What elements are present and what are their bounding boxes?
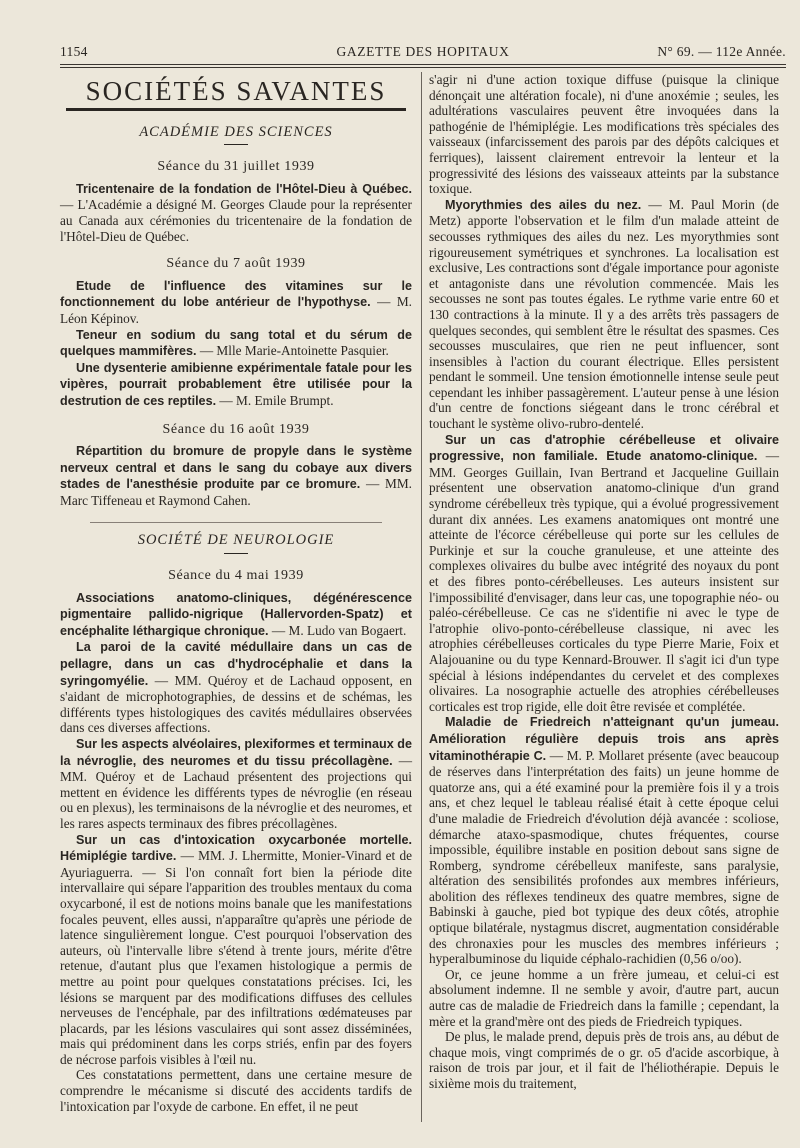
article-text: — M. P. Mollaret présente (avec beaucoup de réserves dans l'interprétation des faits) un jeune homme de quatorze ans, qui a été examiné pour la première fois il y a trois ans, et chez lequel le tableau réalisé était à cette époque celui d'une maladie de Friedreich d'évolution déjà avancée : scoliose, démarche ataxo-spasmodique, chutes fréquentes, course impossible, équilibre instable en position debout sans signe de Romberg, syndrome cérébelleux manifeste, sans paralysie, altération des sensibilités profondes aux membres inférieurs, abolition des réflexes tendineux des quatre membres, signe de Babinski à gauche, pied bot typique des deux côtés, atrophie optique bilatérale, nystagmus discret, augmentation considérable des chronaxies pour les muscles des membres inférieurs ; hyperalbuminose du liquide céphalo-rachidien (0,56 o/oo). [429,747,780,967]
main-title: SOCIÉTÉS SAVANTES [85,76,387,106]
paragraph: De plus, le malade prend, depuis près de trois ans, au début de chaque mois, vingt comprimés de o gr. o5 d'acide ascorbique, à raison de trois par jour, et il fait de l'héliothérapie. Depuis le sixième mois du traitement, [429,1029,779,1091]
seance-heading: Séance du 16 août 1939 [162,421,310,437]
article [60,327,412,360]
article-text: — Mlle Marie-Antoinette Pasquier. [199,343,389,359]
article-title: Sur un cas d'intoxication oxycarbonée mortelle. Hémiplégie tardive. [60,832,412,864]
article-text: — M. Ludo van Bogaert. [271,622,407,638]
article-text: — MM. Quéroy et de Lachaud présentent des projections qui mettent en évidence les différents types de névroglie (en réseau ou en plexus), les terminaisons de la névroglie et des neuromes, et les rares aspects terminaux des fibres précollagènes. [60,752,412,831]
article-continuation: Ces constatations permettent, dans une certaine mesure de comprendre le mécanisme si discuté des accidents tardifs de l'intoxication par l'oxyde de carbone. En effet, il ne peut [60,1067,412,1114]
section-dash [224,144,248,145]
article-text: — M. Emile Brumpt. [219,392,334,408]
article-text: — MM. J. Lhermitte, Monier-Vinard et de Ayuriaguerra. — Si l'on connaît fort bien la période dite intervallaire qui sépare l'apparition des troubles mentaux du coma oxycarboné, il est de notions moins banale que les manifestations focales peuvent, elles aussi, n'apparaître qu'après une période de latence singulièrement longue. C'est pourquoi l'observation des auteurs, où l'intervalle libre s'étend à trente jours, mérite d'être retenue, d'autant plus que l'examen histologique a permis de mettre au point pour quelques constatations précises. Ici, les lésions se marquent par des modifications diffuses des cellules nerveuses de l'encéphale, par des infiltrations œdémateuses par placards, par les lésions vasculaires qui sont assez disséminées, mais qui prédominent dans les corps striés, enfin par des foyers de nécrose parfois visibles à l'œil nu. [60,848,413,1067]
article-title: Sur les aspects alvéolaires, plexiformes et terminaux de la névroglie, des neuromes et du tissu précollagène. [60,737,412,768]
title-rule [66,108,406,111]
section-heading-academie: ACADÉMIE DES SCIENCES [139,123,333,140]
article-title: Sur un cas d'atrophie cérébelleuse et olivaire progressive, non familiale. Etude anatomo-clinique. [429,432,779,464]
page-number: 1154 [60,44,88,59]
article [429,197,779,432]
issue-number: N° 69. — 112e Année. [657,44,786,59]
article [60,639,412,736]
seance-heading: Séance du 7 août 1939 [166,256,306,272]
article-title: Teneur en sodium du sang total et du sérum de quelques mammifères. [60,327,412,359]
seance-heading: Séance du 4 mai 1939 [168,568,304,584]
article [429,432,779,715]
header-rule-top [60,64,786,65]
article [60,443,412,508]
article-title: Une dysenterie amibienne expérimentale fatale pour les vipères, pourrait probablement être utilisée pour la destrution de ces reptiles. [60,360,412,408]
article [60,181,412,244]
section-separator [90,522,382,523]
article-text: — L'Académie a désigné M. Georges Claude pour la représenter au Canada aux cérémonies du tricentenaire de la fondation de l'Hôtel-Dieu de Québec. [60,197,412,244]
article-title: Myorythmies des ailes du nez. [445,197,642,212]
article-title: Associations anatomo-cliniques, dégénérescence pigmentaire pallido-nigrique (Hallervorden-Spatz) et encéphalite léthargique chronique. [60,590,412,638]
article [60,832,412,1068]
article [60,736,412,832]
article-text: — MM. Marc Tiffeneau et Raymond Cahen. [60,476,413,508]
article-continuation: s'agir ni d'une action toxique diffuse (puisque la clinique dénonçait une altération focale), ni d'une anoxémie ; seules, les adultérations vasculaires peuvent être invoquées dans la pathogénie de l'hémiplégie. Les modifications très spéciales des vaisseaux (infarcissement des parois par des dépôts calciques et ferriques), laissent clairement entrevoir la lenteur et la progressivité des lésions des vaisseaux atteints par la substance toxique. [429,72,779,197]
right-column [429,72,779,1092]
article-title: La paroi de la cavité médullaire dans un cas de pellagre, dans un cas d'hydrocéphalie et dans la syringomyélie. [60,640,412,688]
article-title: Répartition du bromure de propyle dans le système nerveux central et dans le sang du cobaye aux divers stades de l'anesthésie produite par ce bromure. [60,444,412,492]
article [60,590,412,640]
article-title: Tricentenaire de la fondation de l'Hôtel-Dieu à Québec. [76,181,412,196]
article-text: — MM. Quéroy et de Lachaud opposent, en s'aidant de microphotographies, de dessins et de schémas, les différents types histologiques des cavités médullaires observées dans ces diverses affections. [60,672,412,736]
article-text: — M. Paul Morin (de Metz) apporte l'observation et le film d'un malade atteint de secousses rythmiques des ailes du nez. Les myorythmies sont rigoureusement symétriques et synchrones. La localisation est exclusive, Les contractions sont d'égale importance pour agoniste et antagoniste dans une révolution commencée. Mais les secousses ne sont pas toutes égales. Le rythme varie entre 60 et 130 contractions à la minute. Il y a des arrêts très passagers de quelques secondes, qui semblent être le résultat des spasmes. Ces secousses musculaires, que rien ne peut influencer, sont insensibles à l'action du courant électrique. Elles persistent pendant le sommeil. Une tension émotionnelle intense seule peut cependant les inhiber passagèrement. L'auteur pense à une lésion d'un centre de fonctions siégeant dans le tronc cérébral et touchant le système olivo-rubro-dentelé. [429,196,779,432]
seance-heading: Séance du 31 juillet 1939 [157,159,315,175]
article [429,714,779,967]
column-divider [421,72,422,1122]
article-title: Etude de l'influence des vitamines sur le fonctionnement du lobe antérieur de l'hypothyse. [60,278,412,310]
article-title: Maladie de Friedreich n'atteignant qu'un jumeau. Amélioration régulière depuis trois ans après vitaminothérapie C. [429,715,779,763]
running-header [60,44,786,66]
article [60,278,412,327]
paragraph: Or, ce jeune homme a un frère jumeau, et celui-ci est absolument indemne. Il ne semble y avoir, d'autre part, aucun autre cas de maladie de Friedreich dans la famille ; cependant, la mère et la grand'mère ont des pieds de Friedreich typiques. [429,966,779,1029]
left-column [60,72,412,1114]
section-dash [224,553,248,554]
header-rule-bottom [60,67,786,68]
journal-title: GAZETTE DES HOPITAUX [336,44,510,59]
article [60,360,412,410]
section-heading-neurologie: SOCIÉTÉ DE NEUROLOGIE [137,532,335,549]
article-text: — M. Léon Képinov. [60,294,412,326]
article-text: — MM. Georges Guillain, Ivan Bertrand et Jacqueline Guillain présentent une observation anatomo-clinique d'un grand syndrome cérébelleux très typique, qui a évolué progressivement durant dix années. Les examens anatomiques ont montré une atteinte de l'écorce cérébelleuse qui porte sur les cellules de Purkinje et sur la couche granuleuse, et une atteinte des complexes olivaires du bulbe avec intégrité des noyaux du pont et des fibres ponto-cérébelleuses. Les auteurs insistent sur l'impossibilité d'envisager, dans leur cas, une topographie néo- ou paléo-cérébelleuse. Ce cas ne s'identifie ni avec le type de l'atrophie olivo-ponto-cérébelleuse classique, ni avec les atrophies cérébelleuses corticales du type Pierre Marie, Foix et Alajouanine ou du type Kennard-Brouwer. Il s'agit ici d'un type spécial à lésions indépendantes du cervelet et des complexes olivaires. La nosographie actuelle des atrophies cérébelleuses corticales est trop rigide, elle doit être revisée et complétée. [429,448,779,714]
